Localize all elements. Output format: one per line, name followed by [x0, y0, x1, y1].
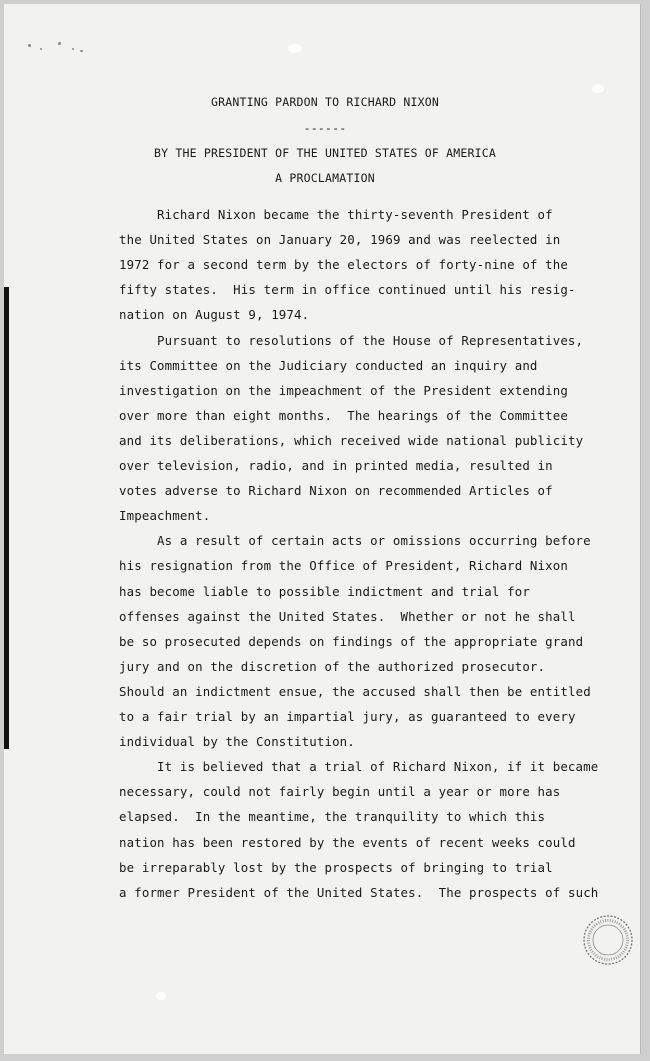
- body-text-line: the United States on January 20, 1969 and was reelected in: [119, 232, 561, 248]
- body-text-line: be so prosecuted depends on findings of the appropriate grand: [119, 633, 584, 649]
- body-text-line: Pursuant to resolutions of the House of Representatives,: [157, 332, 584, 348]
- dust-speck: [58, 42, 61, 45]
- body-text-line: Impeachment.: [119, 508, 211, 524]
- body-text-line: has become liable to possible indictment and trial for: [119, 583, 530, 599]
- body-text-line: his resignation from the Office of President, Richard Nixon: [119, 558, 568, 574]
- body-text-line: nation has been restored by the events of recent weeks could: [119, 834, 576, 850]
- archive-seal-stamp: [582, 914, 634, 966]
- body-text-line: over television, radio, and in printed media, resulted in: [119, 458, 553, 473]
- dust-speck: [40, 48, 42, 50]
- paper-blot: [156, 992, 166, 1000]
- body-text-line: elapsed. In the meantime, the tranquility to which this: [119, 809, 546, 825]
- body-text-line: its Committee on the Judiciary conducted an inquiry and: [119, 357, 538, 373]
- body-text-line: jury and on the discretion of the authorized prosecutor.: [119, 658, 546, 674]
- body-text-line: Should an indictment ensue, the accused shall then be entitled: [119, 683, 591, 699]
- title-separator: ------: [303, 121, 347, 135]
- document-title: GRANTING PARDON TO RICHARD NIXON: [211, 95, 439, 109]
- body-text-line: nation on August 9, 1974.: [119, 307, 310, 323]
- body-text-line: individual by the Constitution.: [119, 734, 355, 750]
- body-text-line: investigation on the impeachment of the President extending: [119, 382, 568, 398]
- body-text-line: votes adverse to Richard Nixon on recommended Articles of: [119, 483, 553, 499]
- paper-blot: [288, 44, 302, 53]
- paper-blot: [592, 84, 604, 93]
- dust-speck: [72, 48, 74, 50]
- dust-speck: [80, 50, 83, 52]
- body-text-line: 1972 for a second term by the electors of forty-nine of the: [119, 257, 568, 273]
- body-text-line: Richard Nixon became the thirty-seventh President of: [157, 207, 553, 222]
- body-text-line: and its deliberations, which received wide national publicity: [119, 432, 584, 448]
- left-edge-mark: [4, 287, 9, 749]
- body-text-line: necessary, could not fairly begin until a year or more has: [119, 784, 561, 800]
- body-text-line: a former President of the United States. The prospects of such: [119, 884, 599, 900]
- issuer-line: BY THE PRESIDENT OF THE UNITED STATES OF AMERICA: [154, 146, 496, 160]
- body-text-line: be irreparably lost by the prospects of bringing to trial: [119, 859, 553, 875]
- body-text-line: offenses against the United States. Whether or not he shall: [119, 608, 576, 624]
- body-text-line: As a result of certain acts or omissions occurring before: [157, 533, 591, 549]
- body-text-line: fifty states. His term in office continued until his resig-: [119, 282, 576, 298]
- dust-speck: [28, 44, 31, 47]
- body-text-line: over more than eight months. The hearings of the Committee: [119, 407, 568, 423]
- body-text-line: to a fair trial by an impartial jury, as guaranteed to every: [119, 709, 576, 724]
- proclamation-heading: A PROCLAMATION: [275, 171, 375, 185]
- body-text-line: It is believed that a trial of Richard Nixon, if it became: [157, 759, 599, 775]
